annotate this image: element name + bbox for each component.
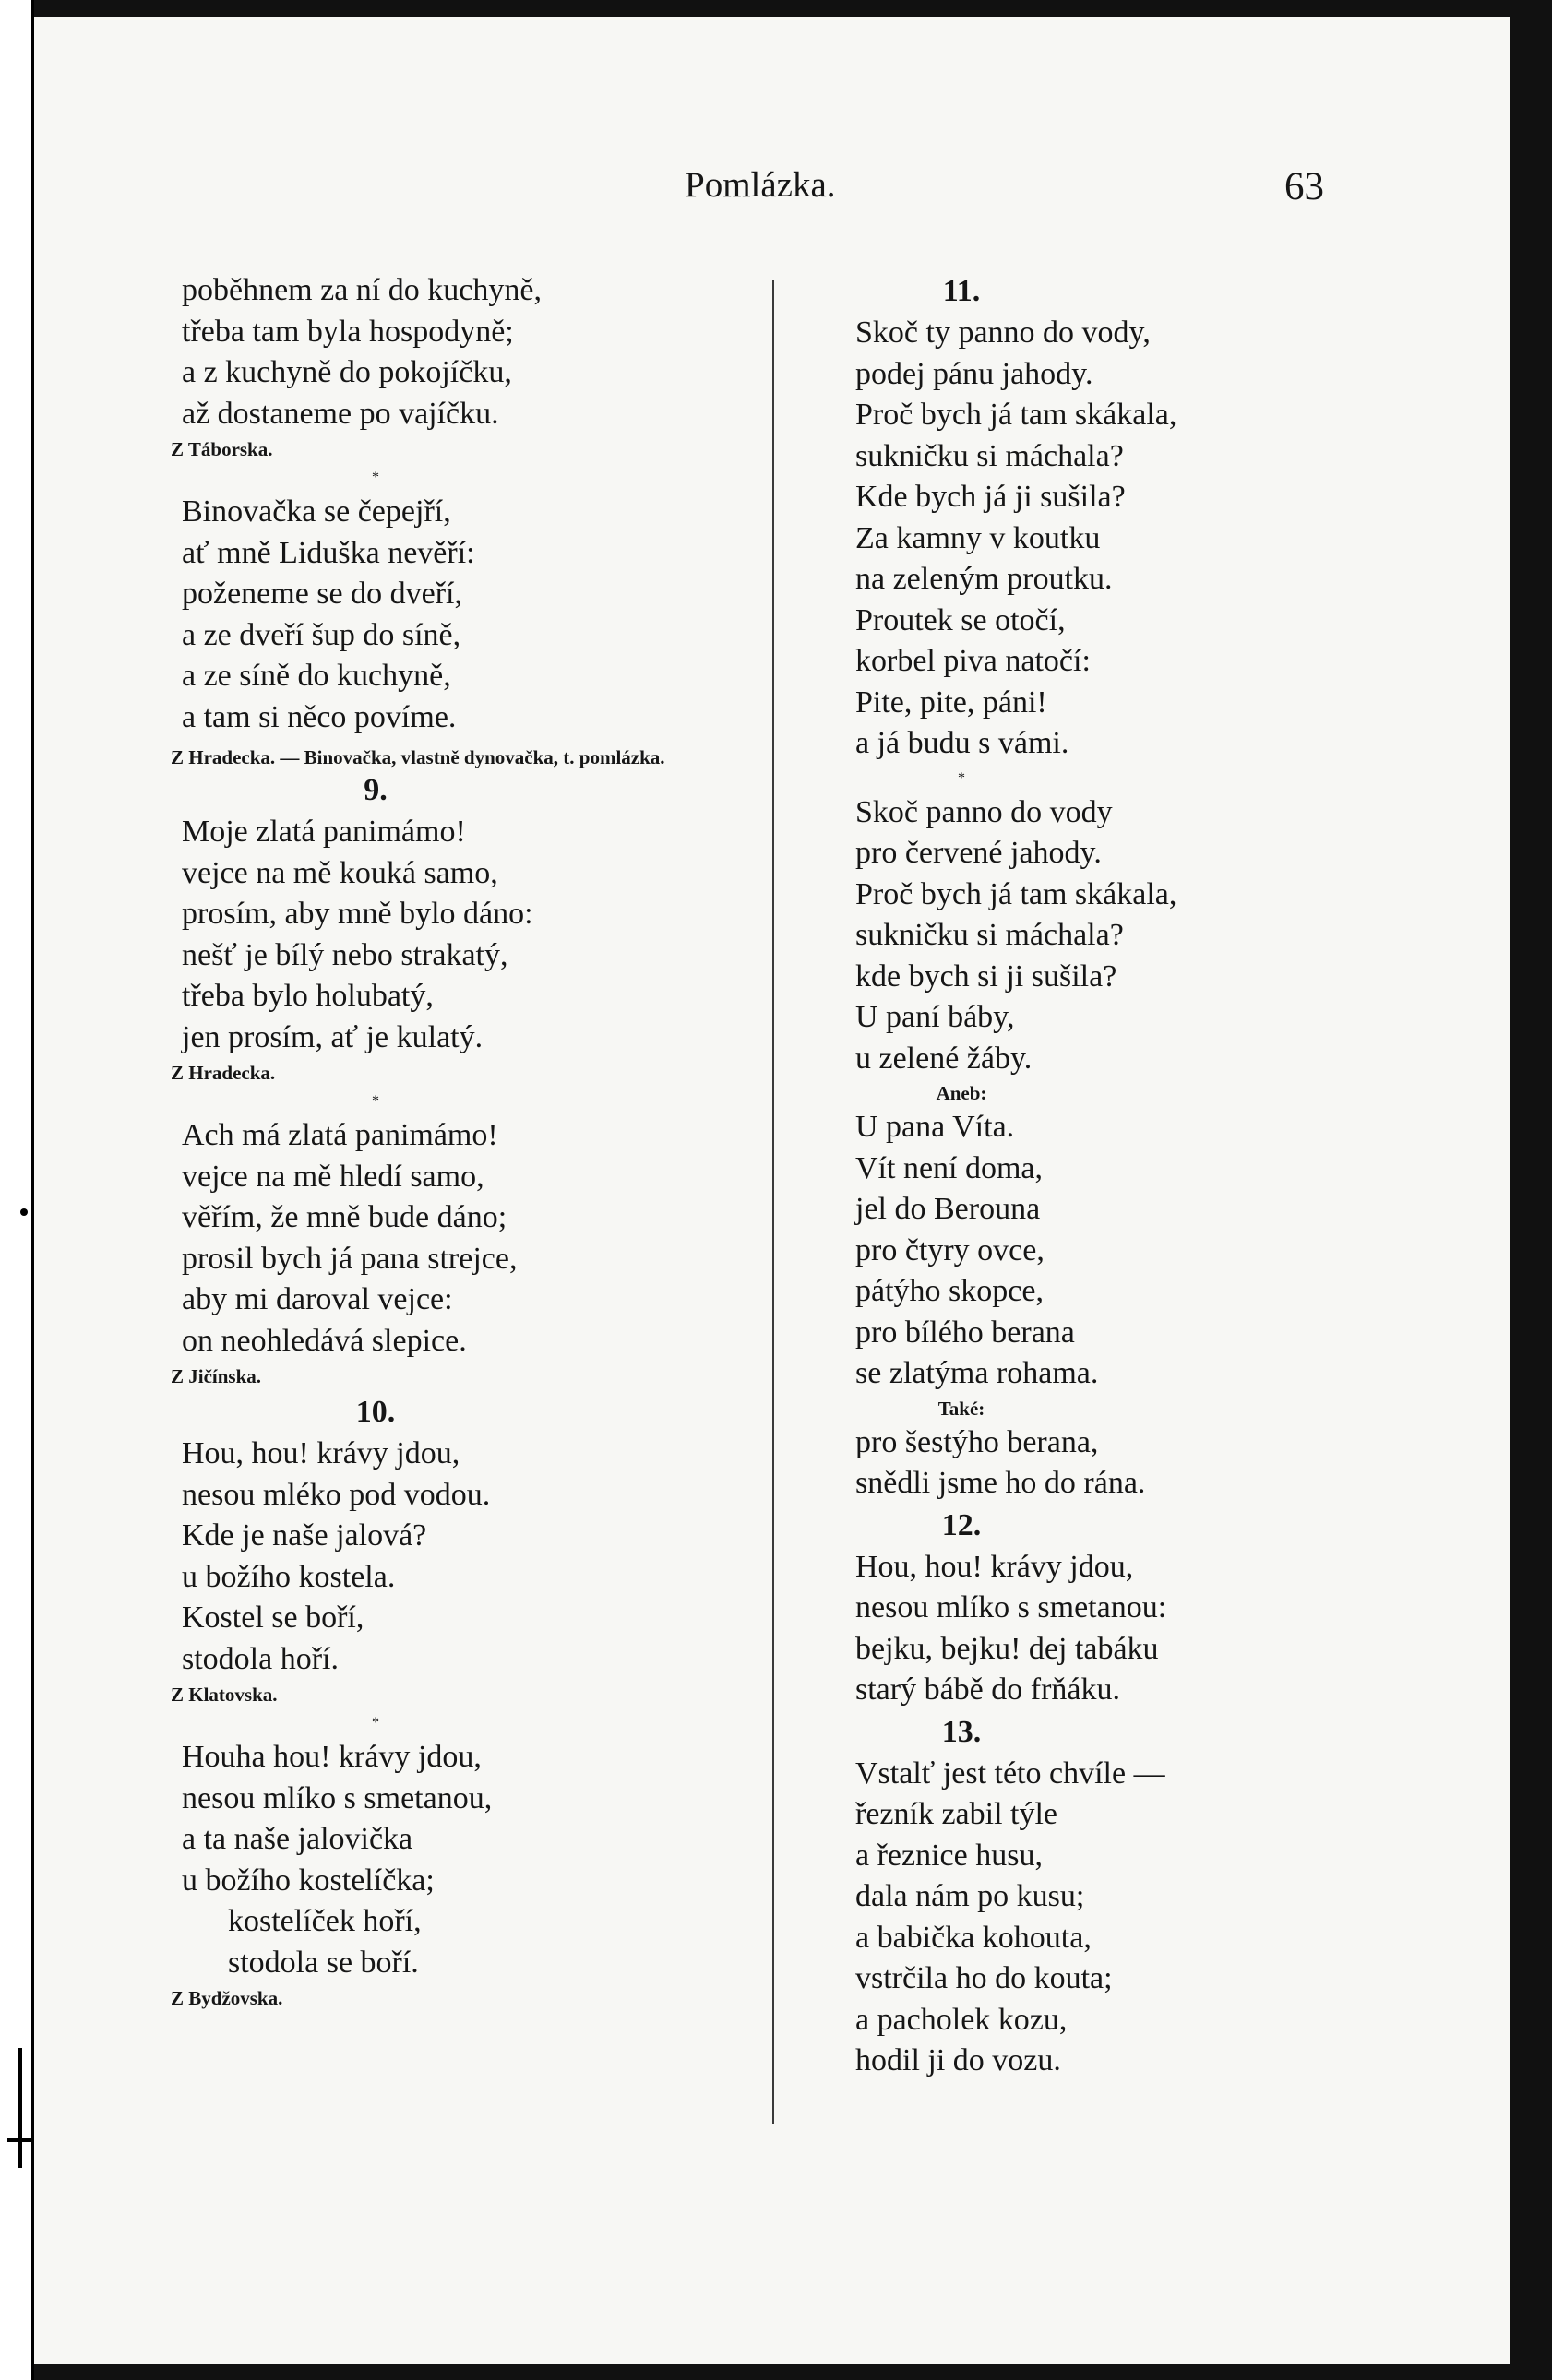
verse-line: nesou mléko pod vodou. [182,1477,491,1512]
spacer [182,738,791,745]
verse-line: vejce na mě kouká samo, [182,855,498,890]
asterisk-separator: * [958,769,965,786]
verse-line: U paní báby, [855,1000,1015,1034]
verse-line: Proutek se otočí, [855,602,1066,637]
verse-line: ať mně Liduška nevěří: [182,535,475,570]
binding-dot-mark [20,1208,28,1216]
song-number: 9. [364,773,388,807]
verse-line: aby mi daroval vejce: [182,1282,453,1316]
verse-line: a já budu s vámi. [855,726,1069,760]
verse-line: vejce na mě hledí samo, [182,1159,484,1194]
binding-edge [0,0,34,2380]
verse-line: poženeme se do dveří, [182,577,462,611]
verse-line: jel do Berouna [855,1192,1041,1226]
verse-line: a ze síně do kuchyně, [182,659,451,693]
song-number: 10. [355,1395,396,1429]
verse-line: Skoč ty panno do vody, [855,315,1151,350]
verse-line: prosil bych já pana strejce, [182,1241,518,1276]
verse-line: Vstalť jest této chvíle — [855,1755,1165,1791]
verse-line: třeba bylo holubatý, [182,979,434,1013]
verse-line: třeba tam byla hospodyně; [182,314,514,349]
song-number: 12. [941,1507,982,1542]
verse-line: nesou mlíko s smetanou: [855,1590,1167,1624]
right-column [855,270,1372,2082]
verse-line: Skoč panno do vody [855,794,1113,829]
song-number: 13. [941,1714,982,1749]
verse-line: u božího kostela. [182,1559,396,1594]
verse-line: a babička kohouta, [855,1920,1092,1955]
verse-line: Houha hou! krávy jdou, [182,1740,482,1774]
verse-line: pro šestýho berana, [855,1424,1099,1459]
source-note: Z Hradecka. — Binovačka, vlastně dynovačka, t. pomlázka. [171,746,665,768]
verse-line: dala nám po kusu; [855,1879,1085,1913]
source-note: Z Hradecka. [171,1062,276,1084]
asterisk-separator: * [372,470,379,485]
asterisk-separator: * [372,1715,379,1731]
verse-line: starý bábě do frňáku. [855,1672,1121,1707]
verse-line: Moje zlatá panimámo! [182,815,466,849]
verse-line: pro čtyry ovce, [855,1232,1045,1267]
verse-line: Hou, hou! krávy jdou, [855,1549,1134,1584]
song-number: 11. [942,274,981,308]
source-note: Z Klatovska. [171,1684,278,1706]
verse-line: se zlatýma rohama. [855,1356,1099,1390]
verse-line: jen prosím, ať je kulatý. [182,1019,484,1054]
verse-line: kde bych si ji sušila? [855,958,1117,994]
verse-line-indented: kostelíček hoří, [228,1904,422,1938]
verse-line: a pacholek kozu, [855,2002,1068,2037]
running-head: Pomlázka. [685,165,836,205]
verse-line: pro bílého berana [855,1315,1075,1350]
verse-line: Za kamny v koutku [855,520,1101,555]
verse-line: nesou mlíko s smetanou, [182,1780,493,1815]
verse-line: hodil ji do vozu. [855,2043,1061,2077]
verse-line: u božího kostelíčka; [182,1862,435,1898]
verse-line: a tam si něco povíme. [182,699,457,734]
verse-line: věřím, že mně bude dáno; [182,1200,507,1234]
verse-line: Kostel se boří, [182,1601,364,1635]
verse-line: vstrčila ho do kouta; [855,1961,1113,1995]
variant-note: Aneb: [936,1082,987,1104]
verse-line: Hou, hou! krávy jdou, [182,1436,460,1470]
verse-line: stodola hoří. [182,1641,339,1676]
verse-line: až dostaneme po vajíčku. [182,396,499,431]
source-note: Z Jičínska. [171,1365,262,1387]
verse-line: na zeleným proutku. [855,562,1113,596]
verse-line: Kde je naše jalová? [182,1518,427,1553]
verse-line: on neohledává slepice. [182,1323,467,1358]
verse-line-indented: stodola se boří. [228,1945,419,1980]
verse-line: a ta naše jalovička [182,1822,413,1856]
verse-line: korbel piva natočí: [855,644,1091,678]
binding-cross-mark [7,2138,33,2142]
verse-line: snědli jsme ho do rána. [855,1466,1146,1500]
variant-note: Také: [937,1397,985,1420]
book-page [34,17,1510,2364]
left-column [171,270,791,2013]
verse-line: sukničku si máchala? [855,438,1124,473]
verse-line: Ach má zlatá panimámo! [182,1118,498,1152]
verse-line: a řeznice husu, [855,1838,1043,1873]
verse-line: řezník zabil týle [855,1797,1058,1831]
verse-line: a z kuchyně do pokojíčku, [182,355,512,389]
verse-line: Binovačka se čepejří, [182,494,451,529]
verse-line: Proč bych já tam skákala, [855,876,1177,911]
verse-line: prosím, aby mně bylo dáno: [182,897,533,931]
binding-tick-mark [18,2048,22,2168]
verse-line: Kde bych já ji sušila? [855,480,1126,514]
verse-line: Vít není doma, [855,1150,1044,1185]
verse-line: Pite, pite, páni! [855,684,1047,720]
verse-line: bejku, bejku! dej tabáku [855,1631,1159,1666]
verse-line: sukničku si máchala? [855,918,1124,952]
page-number: 63 [1284,165,1324,208]
verse-line: a ze dveří šup do síně, [182,617,461,652]
verse-line: Proč bych já tam skákala, [855,398,1177,432]
verse-line: pátýho skopce, [855,1274,1044,1308]
verse-line: nešť je bílý nebo strakatý, [182,937,508,972]
verse-line: u zelené žáby. [855,1041,1033,1076]
source-note: Z Táborska. [171,438,273,460]
source-note: Z Bydžovska. [171,1987,283,2009]
verse-line: podej pánu jahody. [855,356,1093,391]
verse-line: poběhnem za ní do kuchyně, [182,273,542,307]
verse-line: U pana Víta. [855,1110,1015,1144]
verse-line: pro červené jahody. [855,836,1102,870]
asterisk-separator: * [372,1093,379,1109]
